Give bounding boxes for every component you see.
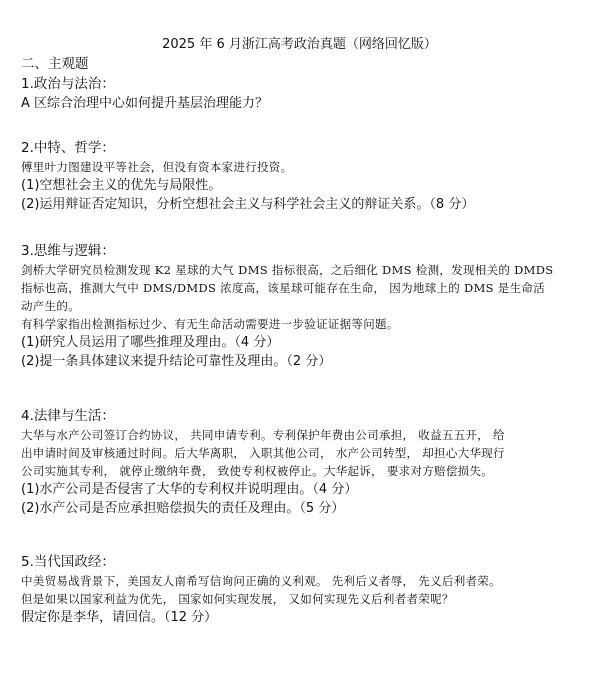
question-4-material-line: 大华与水产公司签订合约协议， 共同申请专利。专利保护年费由公司承担， 收益五五开， 给 (21, 428, 505, 442)
question-5-heading: 5.当代国政经： (21, 554, 115, 570)
question-2-material: 傅里叶力图建设平等社会，但没有资本家进行投资。 (21, 160, 293, 174)
question-3-material-line: 指标也高，推测大气中 DMS/DMDS 浓度高，该星球可能存在生命， 因为地球上的 DMS 是生命活 (21, 281, 545, 295)
question-3-heading: 3.思维与逻辑： (21, 243, 115, 259)
question-4-sub-2: (2)水产公司是否应承担赔偿损失的责任及理由。（5 分） (21, 501, 345, 516)
question-2-sub-2: (2)运用辩证否定知识，分析空想社会主义与科学社会主义的辩证关系。（8 分） (21, 197, 475, 212)
question-4-material-line: 公司实施其专利， 就停止缴纳年费， 致使专利权被停止。大华起诉， 要求对方赔偿损失。 (21, 464, 494, 478)
question-1-heading: 1.政治与法治： (21, 76, 115, 92)
question-3-sub-1: (1)研究人员运用了哪些推理及理由。（4 分） (21, 335, 280, 350)
section-heading: 二、主观题 (21, 56, 89, 72)
question-3-material-line: 剑桥大学研究员检测发现 K2 星球的大气 DMS 指标很高，之后细化 DMS 检测，发现相关的 DMDS (21, 263, 554, 277)
question-4 (21, 407, 579, 518)
question-3-material-line: 有科学家指出检测指标过少、有无生命活动需要进一步验证证据等问题。 (21, 317, 399, 331)
question-5-material-line: 但是如果以国家利益为优先， 国家如何实现发展， 又如何实现先义后利者者荣呢？ (21, 592, 454, 606)
question-3 (21, 242, 579, 371)
question-3-material-line: 动产生的。 (21, 299, 80, 313)
document-title: 2025 年 6 月浙江高考政治真题（网络回忆版） (162, 37, 437, 52)
question-5-prompt: 假定你是李华，请回信。（12 分） (21, 610, 218, 625)
question-3-sub-2: (2)提一条具体建议来提升结论可靠性及理由。（2 分） (21, 354, 332, 369)
question-4-material-line: 出申请时间及审核通过时间。后大华离职， 入职其他公司， 水产公司转型， 却担心大华现行 (21, 446, 505, 460)
question-2-sub-1: (1)空想社会主义的优先与局限性。 (21, 178, 222, 193)
question-5-material-line: 中美贸易战背景下，美国友人南希写信询问正确的义利观。 先利后义者辱， 先义后利者荣。 (21, 574, 501, 588)
question-2-heading: 2.中特、哲学： (21, 140, 115, 156)
question-5 (21, 553, 579, 627)
question-4-sub-1: (1)水产公司是否侵害了大华的专利权并说明理由。（4 分） (21, 482, 358, 497)
question-1-prompt: A 区综合治理中心如何提升基层治理能力？ (21, 96, 269, 111)
question-1 (21, 75, 579, 113)
question-4-heading: 4.法律与生活： (21, 408, 115, 424)
question-2 (21, 139, 579, 214)
